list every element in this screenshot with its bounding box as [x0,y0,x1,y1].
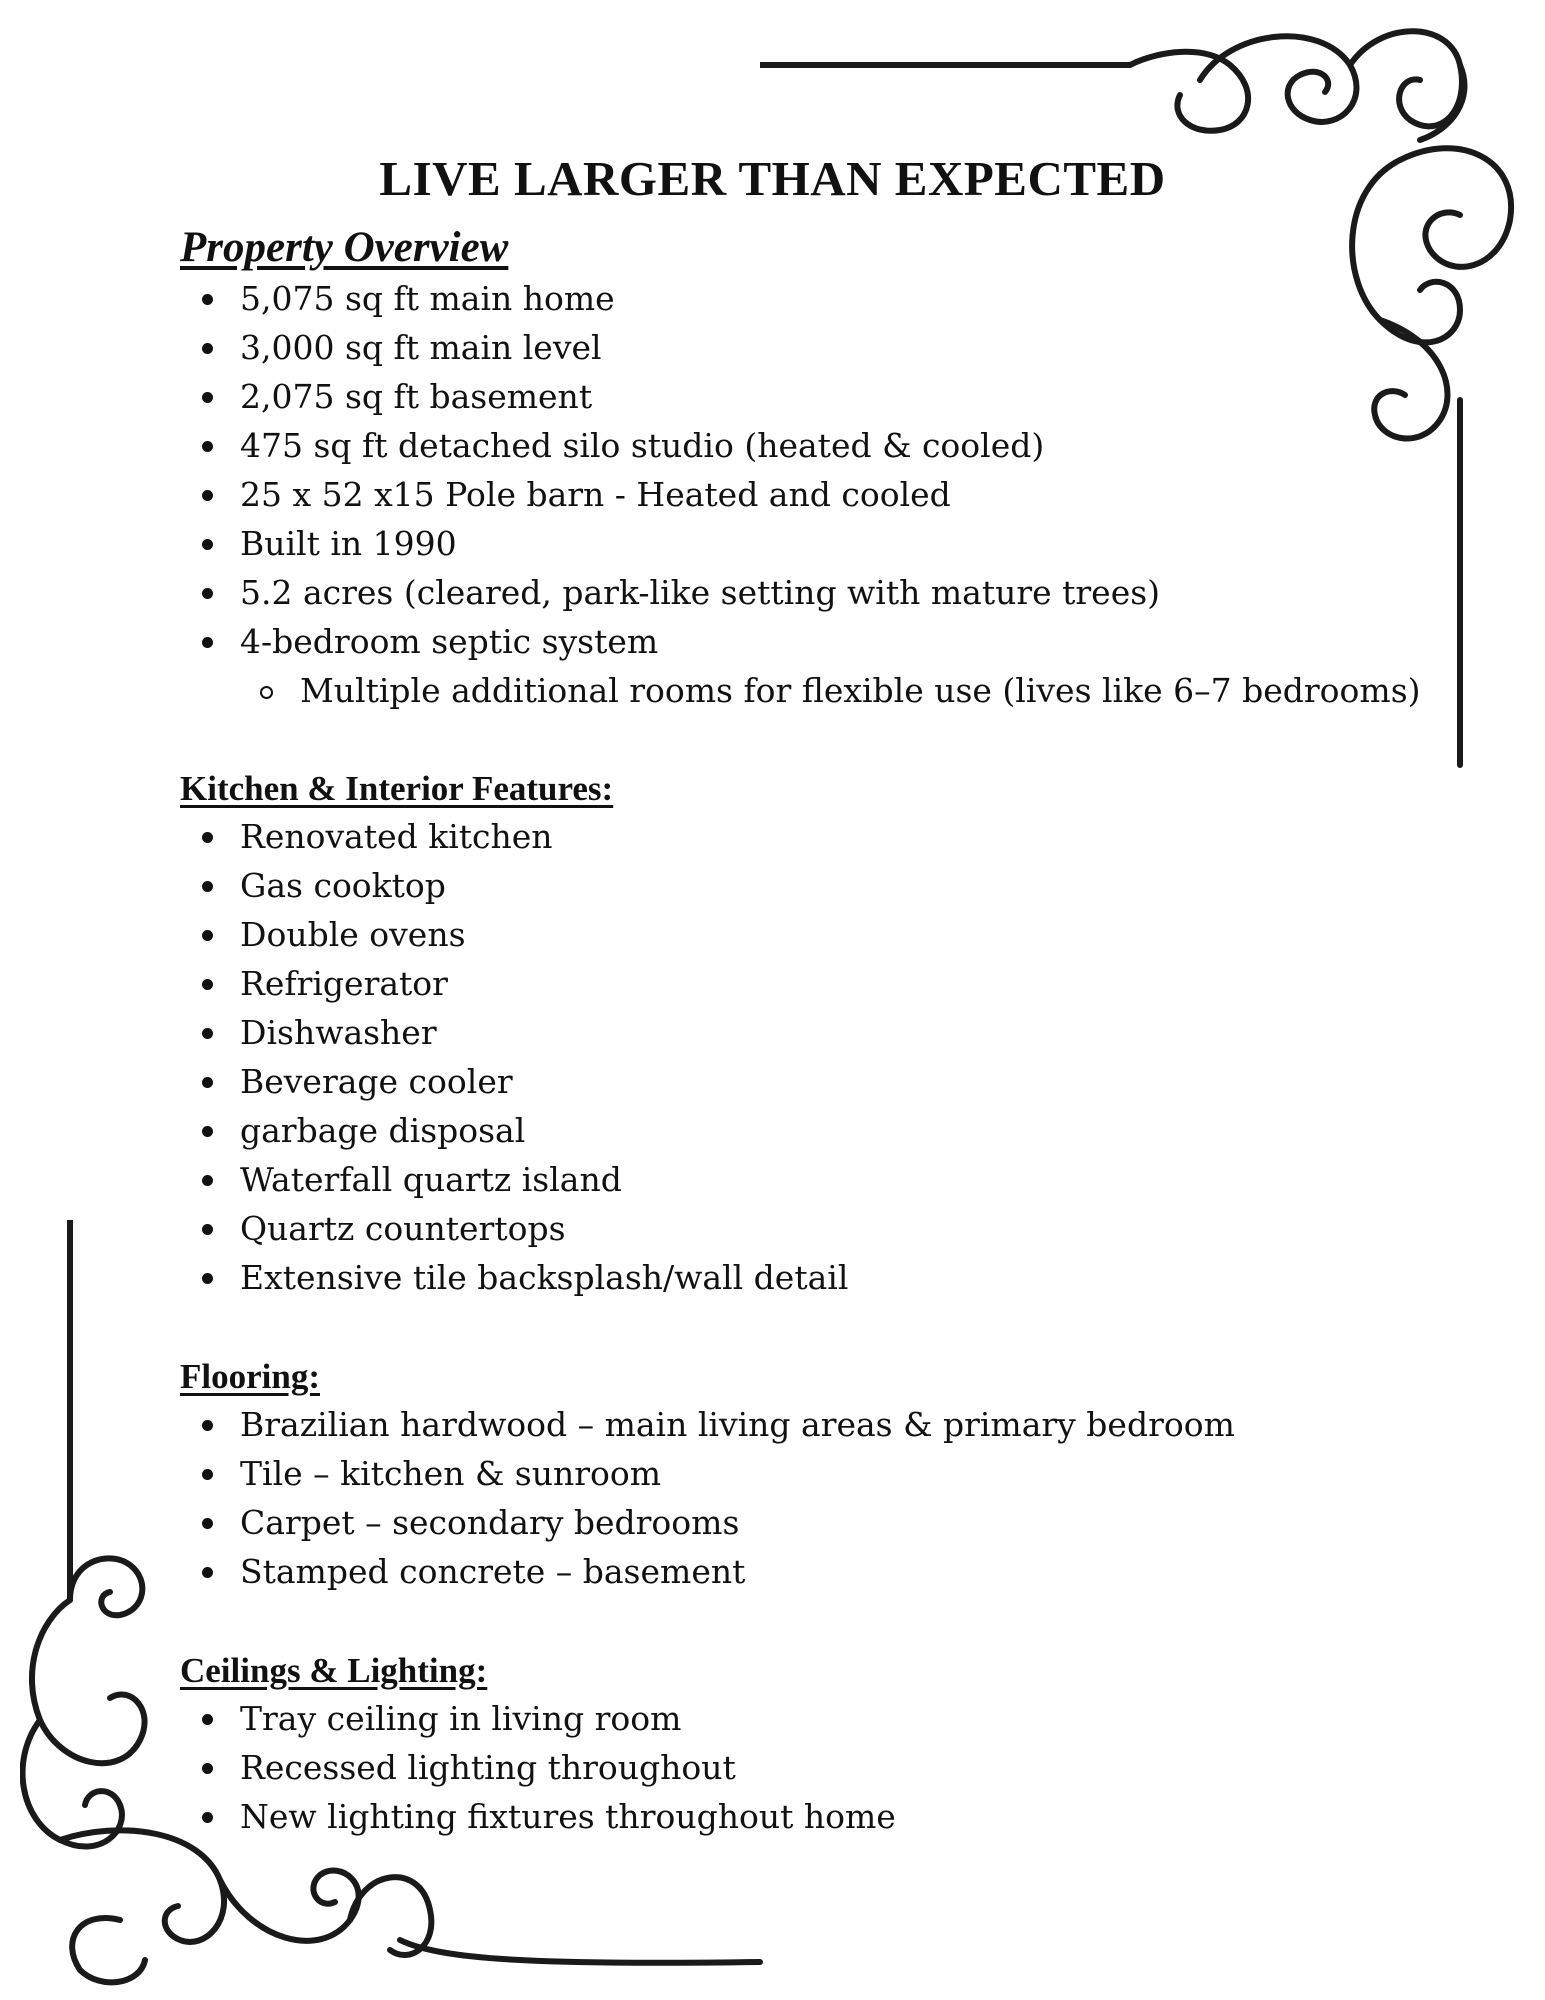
list-item: Renovated kitchen [180,812,1380,861]
list-item: 4-bedroom septic system [180,617,1380,666]
list-item: Carpet – secondary bedrooms [180,1498,1380,1547]
kitchen-interior-section [180,766,1380,1302]
list-item: Quartz countertops [180,1204,1380,1253]
list-item: 2,075 sq ft basement [180,372,1380,421]
list-item: 25 x 52 x15 Pole barn - Heated and cooled [180,470,1380,519]
list-item: Double ovens [180,910,1380,959]
list-item: Brazilian hardwood – main living areas & primary bedroom [180,1400,1380,1449]
list-item: Stamped concrete – basement [180,1547,1380,1596]
list-item: Refrigerator [180,959,1380,1008]
property-overview-heading: Property Overview [180,224,509,271]
list-item: Waterfall quartz island [180,1155,1380,1204]
list-item: Tile – kitchen & sunroom [180,1449,1380,1498]
list-item: Dishwasher [180,1008,1380,1057]
kitchen-interior-heading: Kitchen & Interior Features: [180,769,614,808]
ceilings-lighting-heading: Ceilings & Lighting: [180,1651,488,1690]
corner-scroll-ornament-bottom-left [20,1220,780,1990]
list-item: Tray ceiling in living room [180,1694,1380,1743]
property-overview-section [180,222,1421,715]
list-item: Beverage cooler [180,1057,1380,1106]
list-item: garbage disposal [180,1106,1380,1155]
list-item: Extensive tile backsplash/wall detail [180,1253,1380,1302]
list-item: Built in 1990 [180,519,1380,568]
flooring-heading: Flooring: [180,1357,320,1396]
kitchen-interior-list [180,812,1380,1302]
list-item: 5,075 sq ft main home [180,274,1380,323]
list-item: Gas cooktop [180,861,1380,910]
list-item: Recessed lighting throughout [180,1743,1380,1792]
ceilings-lighting-list [180,1694,1380,1841]
list-item: 475 sq ft detached silo studio (heated & cooled) [180,421,1380,470]
flooring-list [180,1400,1380,1596]
property-overview-list [180,274,1421,715]
list-item: 5.2 acres (cleared, park-like setting with mature trees) [180,568,1380,617]
sub-list-item: Multiple additional rooms for flexible use (lives like 6–7 bedrooms) [180,666,1380,715]
ceilings-lighting-section [180,1648,1380,1841]
list-item: New lighting fixtures throughout home [180,1792,1380,1841]
list-item: 3,000 sq ft main level [180,323,1380,372]
page-title: LIVE LARGER THAN EXPECTED [379,151,1166,206]
flooring-section [180,1354,1380,1596]
